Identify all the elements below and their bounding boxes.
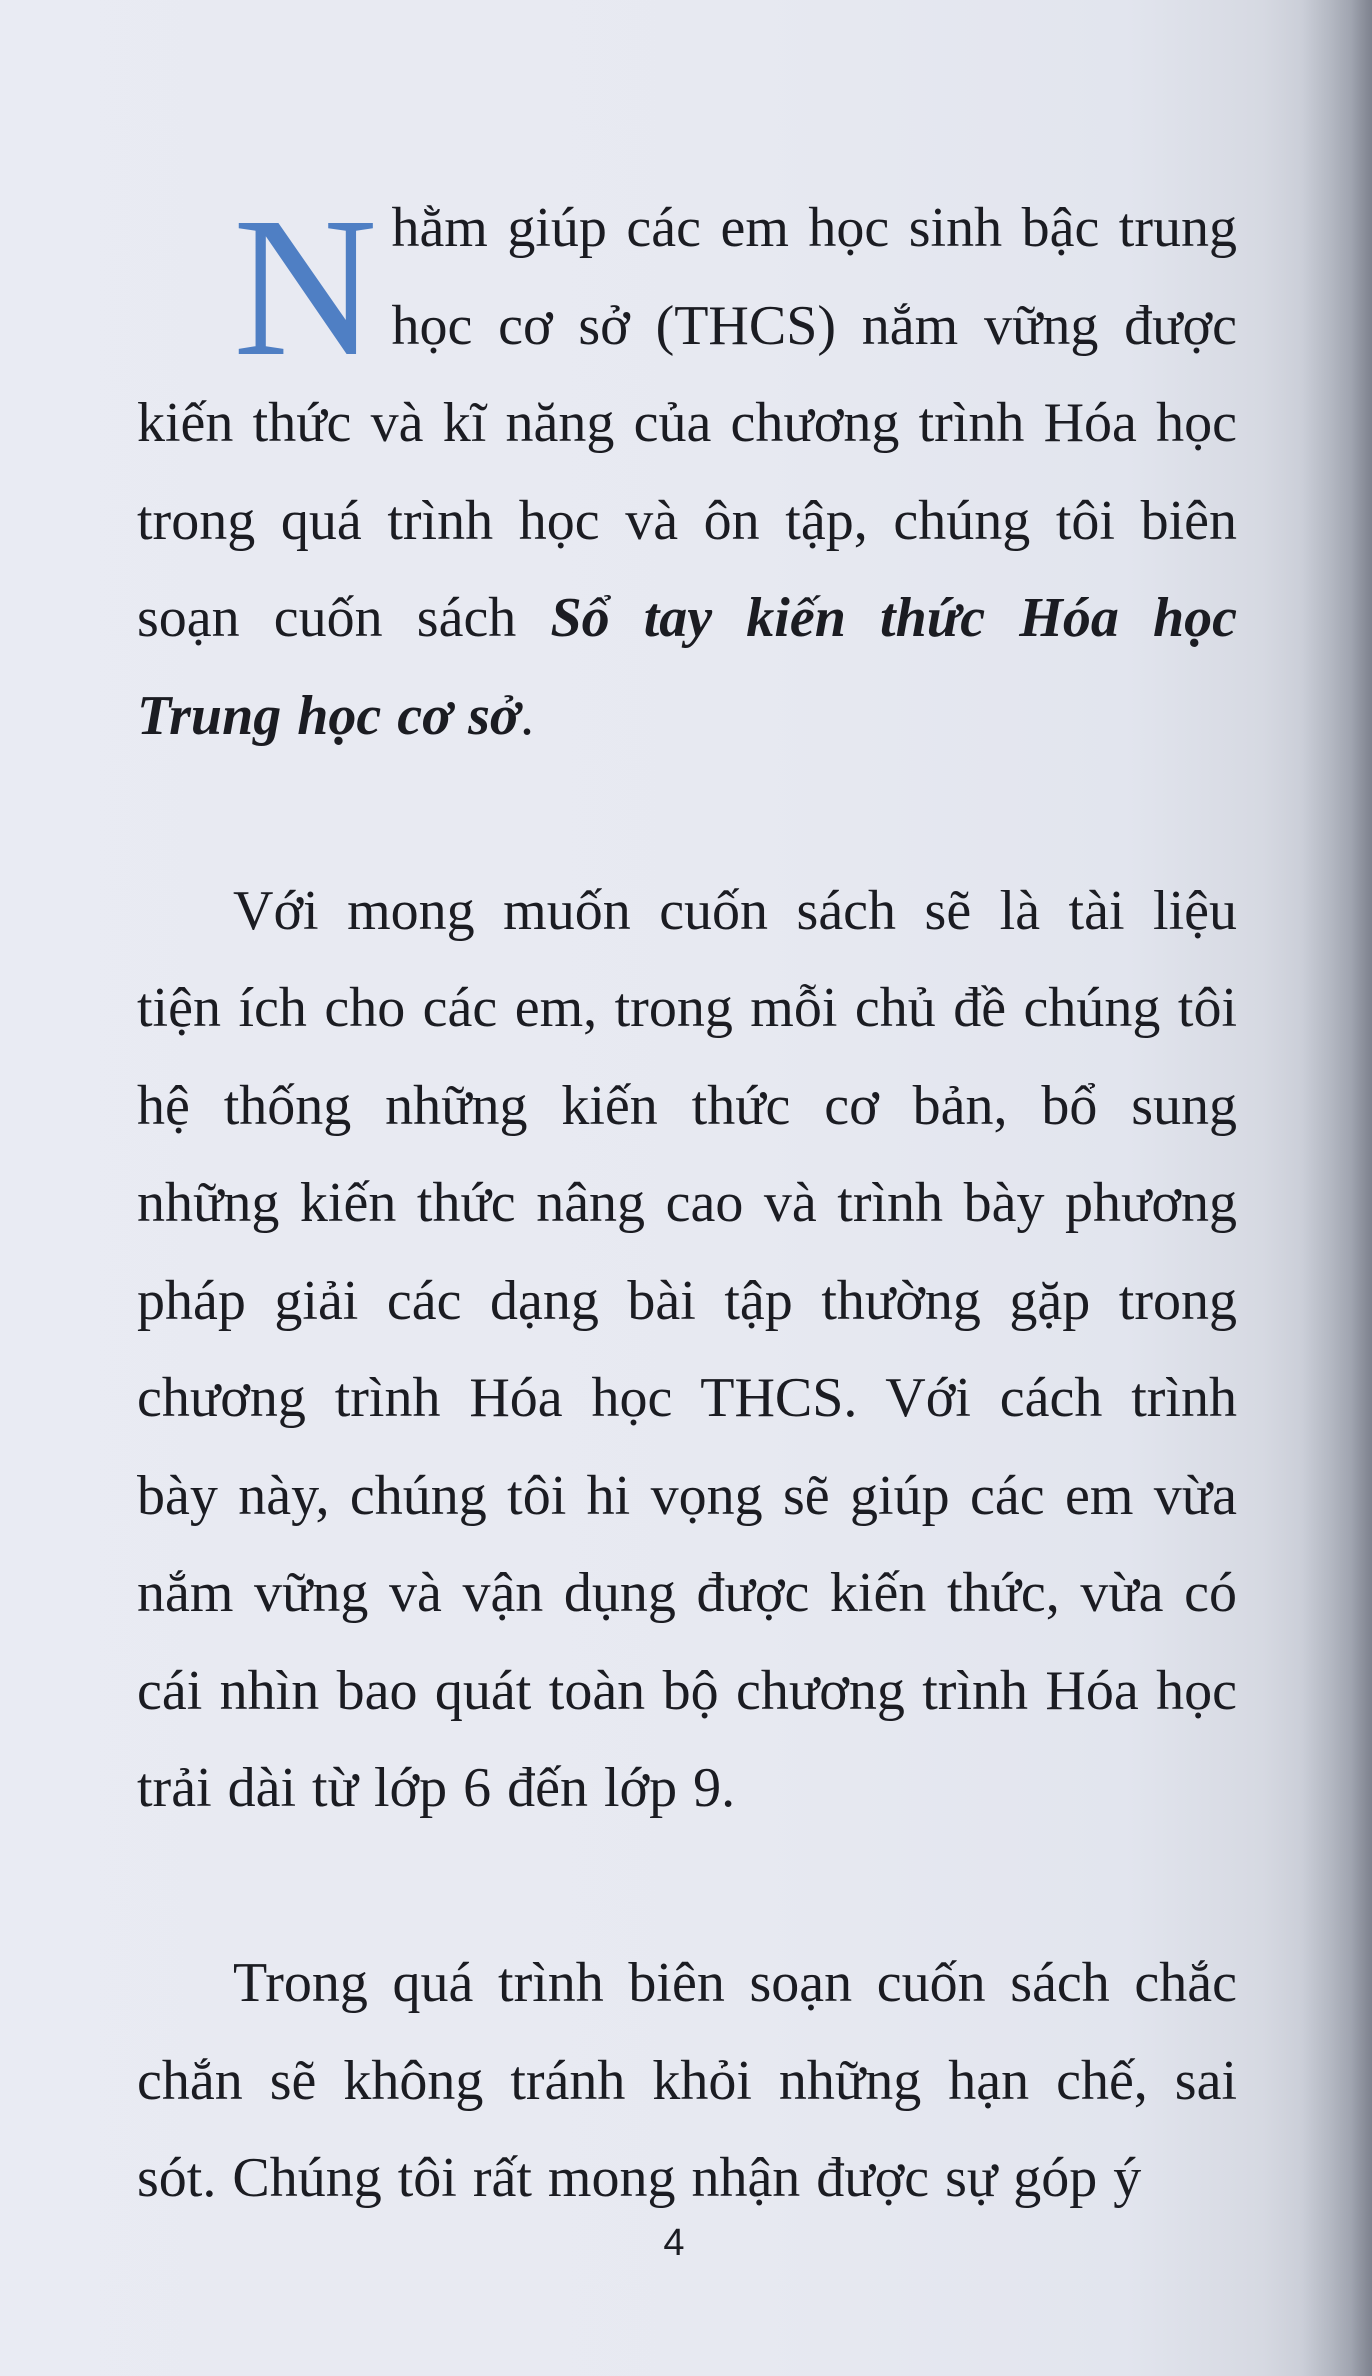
paragraph-purpose: Với mong muốn cuốn sách sẽ là tài liệu tiện ích cho các em, trong mỗi chủ đề chúng tôi hệ thống những kiến thức cơ bản, bổ sung những kiến thức nâng cao và trình bày phương pháp giải các dạng bài tập thường gặp trong chương trình Hóa học THCS. Với cách trình bày này, chúng tôi hi vọng sẽ giúp các em vừa nắm vững và vận dụng được kiến thức, vừa có cái nhìn bao quát toàn bộ chương trình Hóa học trải dài từ lớp 6 đến lớp 9. — [137, 879, 1237, 1819]
paragraph-gap — [137, 1838, 1237, 1936]
drop-cap-letter: N — [233, 177, 378, 398]
paragraph-intro — [137, 177, 1237, 765]
paragraph-intro-text: hằm giúp các em học sinh bậc trung học cơ sở (THCS) nắm vững được kiến thức và kĩ năng của chương trình Hóa học trong quá trình học và ôn tập, chúng tôi biên soạn cuốn sách — [137, 197, 1237, 649]
book-title: Sổ tay kiến thức Hóa học Trung học cơ sở — [137, 587, 1237, 747]
page-fold-shadow — [1302, 0, 1372, 2376]
paragraph-feedback: Trong quá trình biên soạn cuốn sách chắc chắn sẽ không tránh khỏi những hạn chế, sai sót. Chúng tôi rất mong nhận được sự góp ý — [137, 1952, 1237, 2209]
page-number: 4 — [663, 2222, 685, 2264]
paragraph-intro-end: . — [519, 684, 534, 747]
paragraph-gap — [137, 765, 1237, 863]
preface-text — [137, 177, 1237, 2228]
